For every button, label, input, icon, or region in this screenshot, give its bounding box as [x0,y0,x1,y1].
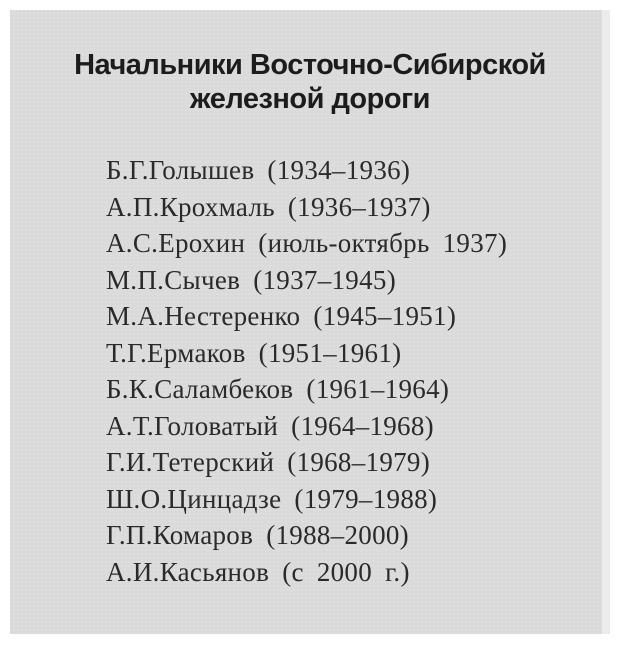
list-item: М.П.Сычев (1937–1945) [106,264,396,295]
document-panel [10,10,610,634]
list-item: А.И.Касьянов (с 2000 г.) [106,556,410,587]
title-line-2: железной дороги [190,83,430,115]
list-item: А.С.Ерохин (июль-октябрь 1937) [106,228,508,258]
list-item: Б.Г.Голышев (1934–1936) [106,155,411,185]
list-item: Б.К.Саламбеков (1961–1964) [106,374,450,404]
heads-list [106,152,507,590]
page-title [10,48,610,116]
list-item: Г.И.Тетерский (1968–1979) [106,447,431,477]
list-item: А.П.Крохмаль (1936–1937) [106,191,431,222]
list-item: Ш.О.Цинцадзе (1979–1988) [106,483,438,514]
list-item: Г.П.Комаров (1988–2000) [106,520,409,550]
list-item: М.А.Нестеренко (1945–1951) [106,301,457,331]
list-item: Т.Г.Ермаков (1951–1961) [106,337,402,368]
title-line-1: Начальники Восточно-Сибирской [74,49,546,81]
list-item: А.Т.Головатый (1964–1968) [106,410,434,441]
